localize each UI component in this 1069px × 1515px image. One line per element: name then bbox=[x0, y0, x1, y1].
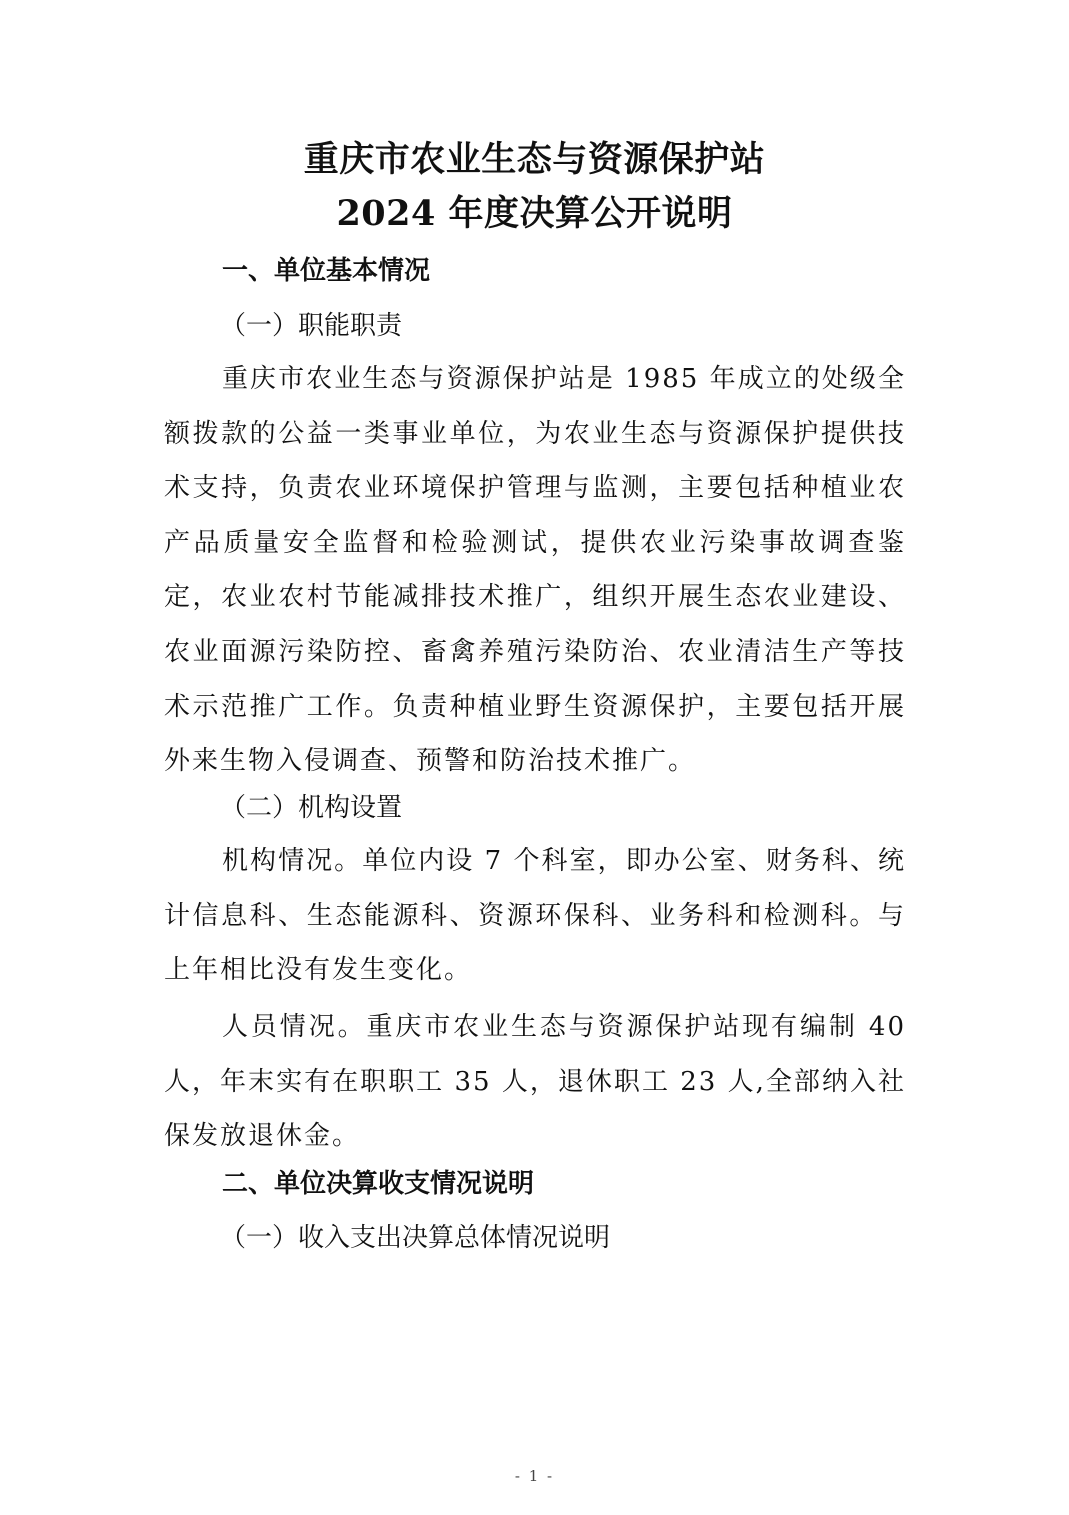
section2-heading: 二、单位决算收支情况说明 bbox=[222, 1169, 535, 1199]
section1-sub2-paragraph-personnel: 人员情况。重庆市农业生态与资源保护站现有编制 40 人，年末实有在职职工 35 人，退休职工 23 人,全部纳入社保发放退休金。 bbox=[164, 1012, 906, 1152]
section1-sub1-paragraph: 重庆市农业生态与资源保护站是 1985 年成立的处级全额拨款的公益一类事业单位，为农业生态与资源保护提供技术支持，负责农业环境保护管理与监测，主要包括种植业农产品质量安全监督和检验测试，提供农业污染事故调查鉴定，农业农村节能减排技术推广，组织开展生态农业建设、农业面源污染防控、畜禽养殖污染防治、农业清洁生产等技术示范推广工作。负责种植业野生资源保护，主要包括开展外来生物入侵调查、预警和防治技术推广。 bbox=[164, 364, 906, 777]
document-title-line2: 2024 年度决算公开说明 bbox=[336, 193, 733, 234]
section1-sub2-paragraph-organization: 机构情况。单位内设 7 个科室，即办公室、财务科、统计信息科、生态能源科、资源环保科、业务科和检测科。与上年相比没有发生变化。 bbox=[164, 846, 906, 986]
section2-sub1-heading: （一）收入支出决算总体情况说明 bbox=[220, 1223, 611, 1253]
document-title-line1: 重庆市农业生态与资源保护站 bbox=[303, 139, 766, 180]
section1-heading: 一、单位基本情况 bbox=[222, 256, 431, 286]
page-number: - 1 - bbox=[514, 1467, 555, 1485]
section1-sub2-heading: （二）机构设置 bbox=[220, 793, 403, 823]
section1-sub1-heading: （一）职能职责 bbox=[220, 311, 403, 341]
